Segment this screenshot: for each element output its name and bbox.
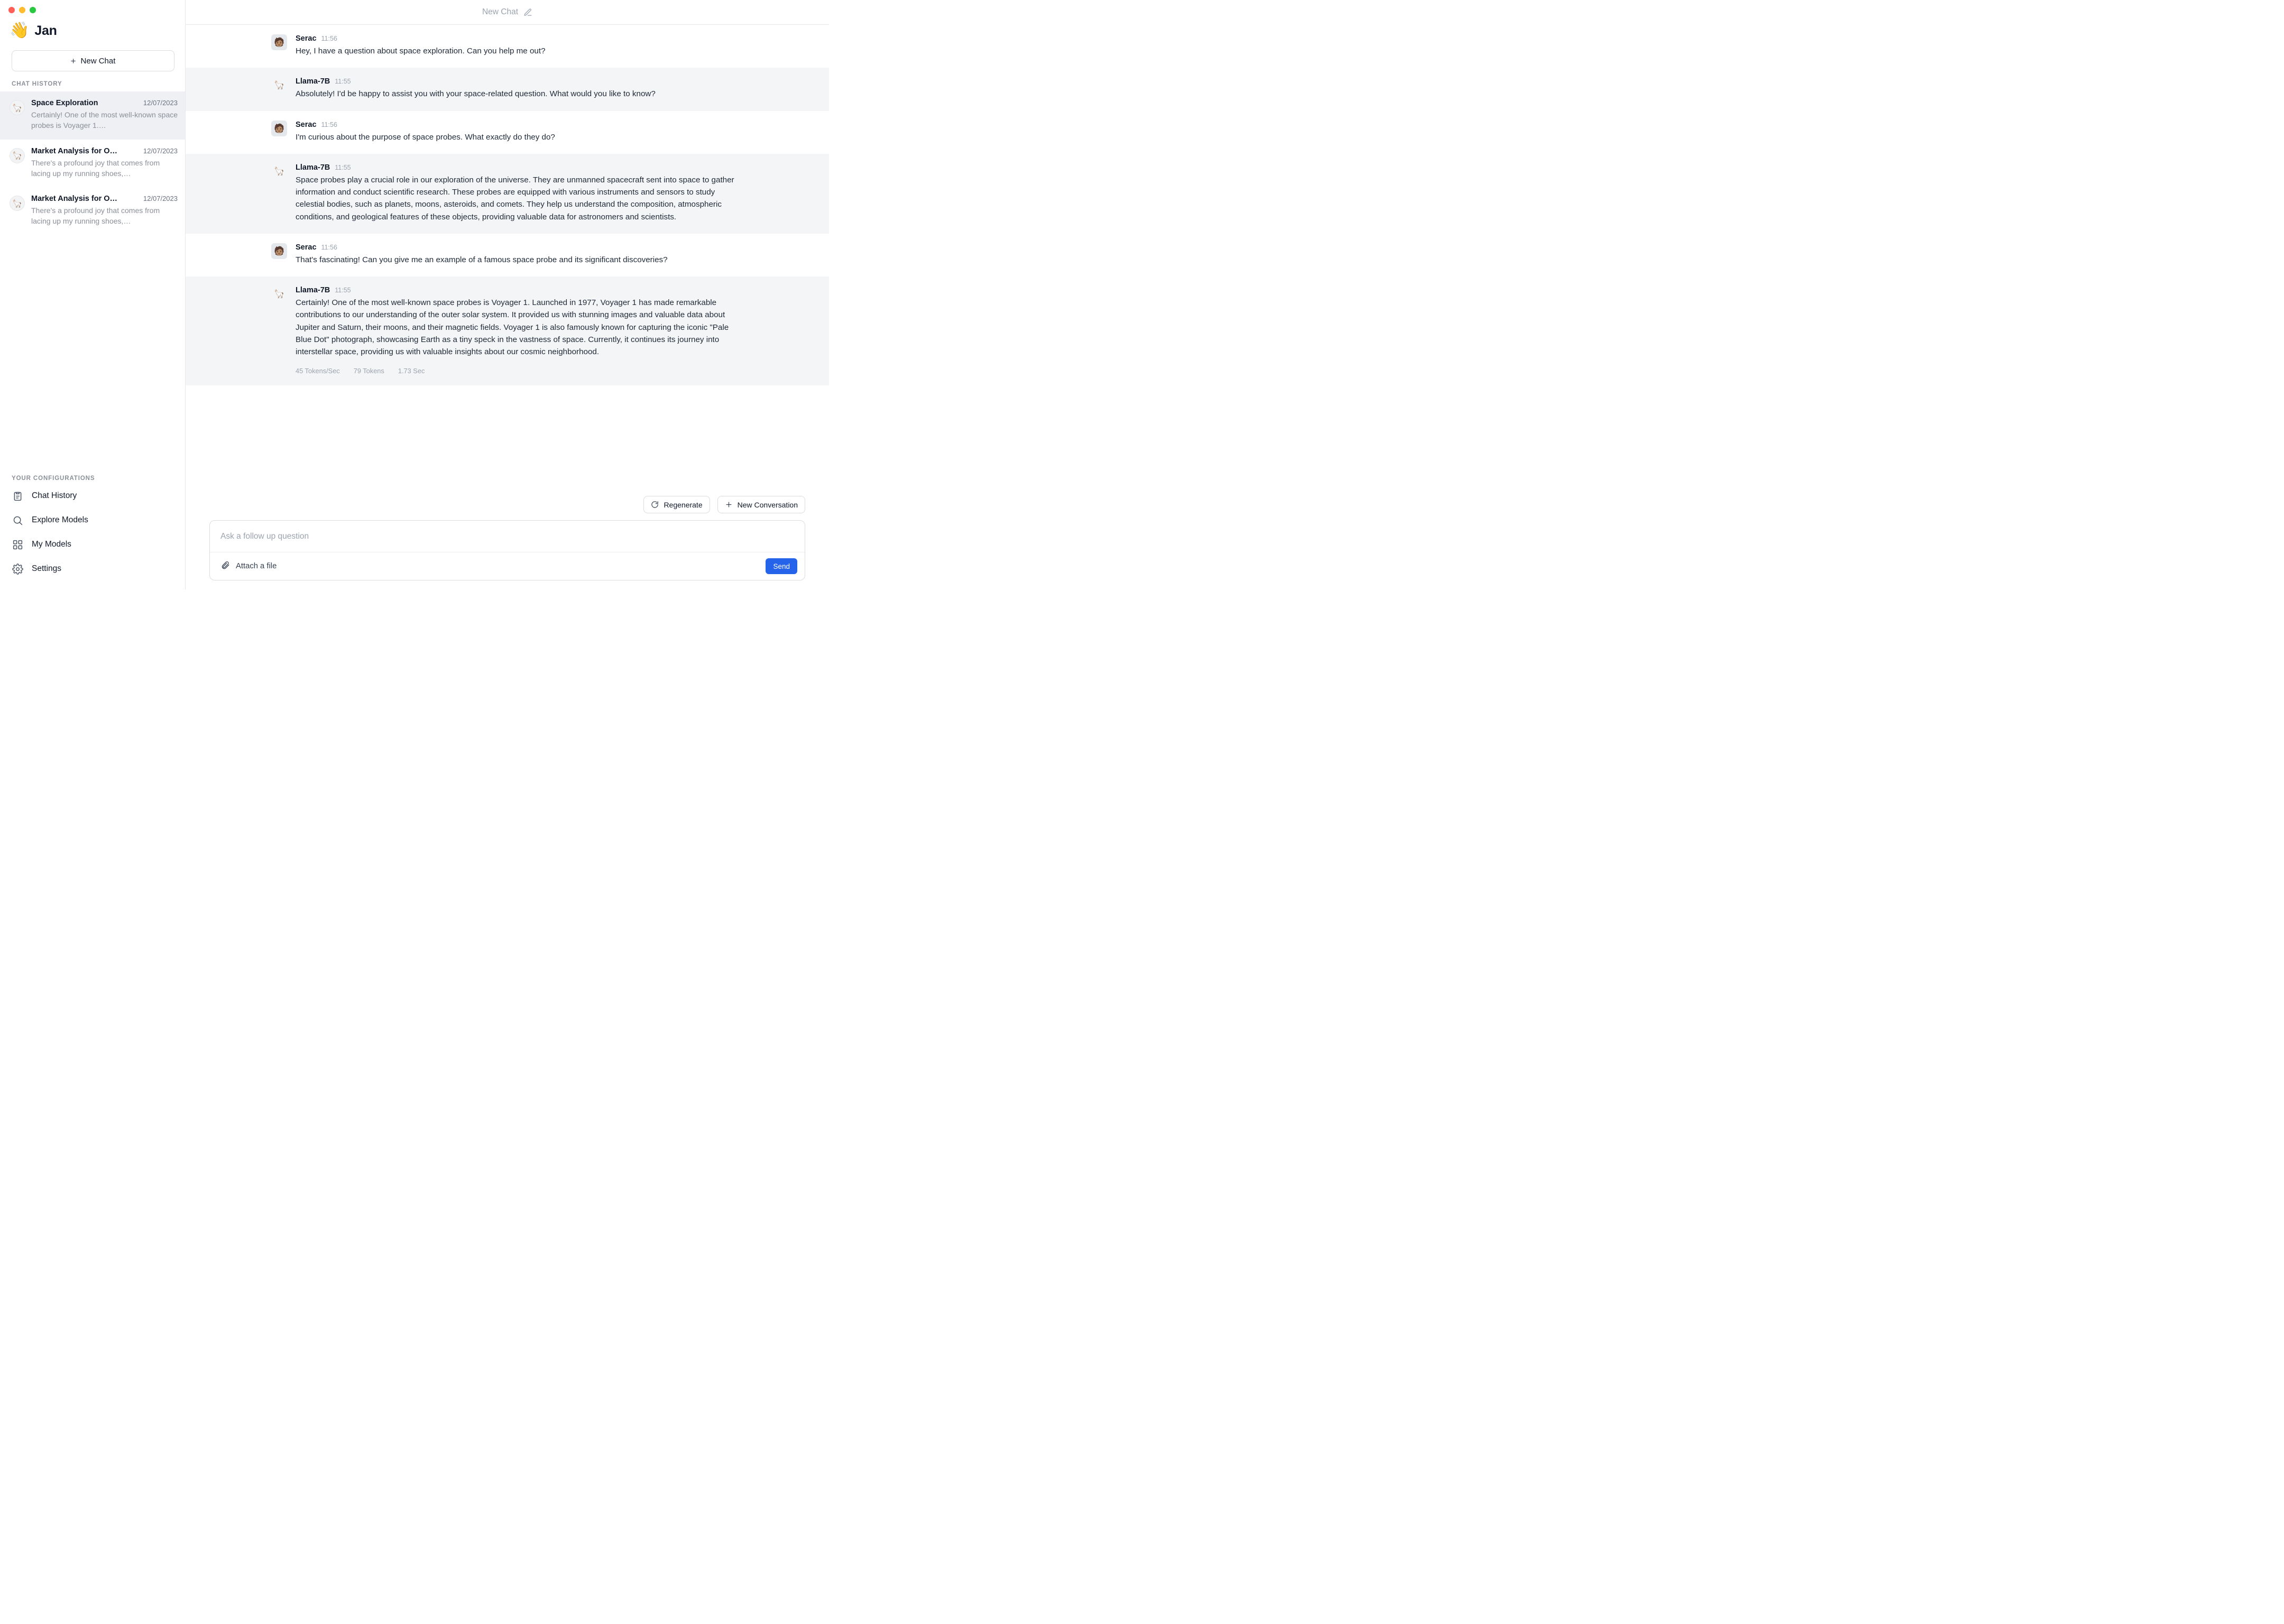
sidebar (0, 0, 186, 589)
sidebar-item-label: Explore Models (32, 515, 88, 524)
attach-file-label: Attach a file (236, 562, 277, 570)
history-item-title: Market Analysis for O… (31, 146, 118, 155)
message-time: 11:55 (335, 78, 351, 86)
plus-icon: + (70, 56, 76, 66)
history-item-body (31, 147, 178, 179)
close-button[interactable] (8, 7, 15, 13)
sidebar-item-label: Settings (32, 564, 62, 573)
chat-history-label: CHAT HISTORY (12, 81, 62, 87)
tokens-per-sec: 45 Tokens/Sec (296, 367, 340, 375)
message-text: Certainly! One of the most well-known space probes is Voyager 1. Launched in 1977, Voyager 1 has made remarkable contributions to our understanding of the outer solar system. It provided us with stunning images and valuable data about Jupiter and Saturn, their moons, and their magnetic fields. Voyager 1 is also famously known for capturing the iconic "Pale Blue Dot" photograph, showcasing Earth as a tiny speck in the vastness of space. Currently, it continues its journey into interstellar space, providing us with valuable insights about our cosmic neighborhood. (296, 298, 729, 356)
app-brand (0, 13, 185, 39)
chat-topbar (186, 0, 829, 25)
avatar: 🦙 (274, 290, 284, 299)
main-panel (186, 0, 829, 589)
avatar: 🦙 (274, 81, 284, 90)
search-icon (12, 514, 23, 526)
message-text: Space probes play a crucial role in our exploration of the universe. They are unmanned spacecraft sent into space to gather information and conduct scientific research. These probes are equipped with various instruments and sensors to study celestial bodies, such as planets, moons, asteroids, and comets. They help us understand the composition, atmospheric conditions, and geological features of these objects, providing valuable data for astronomers and scientists. (296, 175, 734, 222)
message-sender: Serac (296, 34, 317, 43)
clipboard-icon (12, 490, 23, 502)
sidebar-item-label: Chat History (32, 491, 77, 500)
chat-title: New Chat (482, 7, 519, 16)
sidebar-item-my-models[interactable] (0, 532, 185, 557)
history-item-market-analysis-2[interactable] (0, 187, 185, 235)
message-sender: Serac (296, 120, 317, 129)
avatar: 🧑🏽 (271, 34, 287, 50)
window-controls (0, 0, 185, 13)
pencil-icon[interactable] (523, 8, 532, 17)
token-count: 79 Tokens (353, 367, 384, 375)
history-item-date: 12/07/2023 (143, 99, 178, 107)
message-sender: Llama-7B (296, 77, 330, 86)
history-item-title: Space Exploration (31, 99, 98, 107)
regenerate-label: Regenerate (664, 500, 703, 509)
duration: 1.73 Sec (398, 367, 425, 375)
llama-avatar-icon: 🦙 (10, 148, 25, 163)
llama-avatar-icon: 🦙 (10, 196, 25, 211)
sidebar-item-label: My Models (32, 540, 71, 549)
llama-avatar-icon: 🦙 (10, 100, 25, 115)
avatar: 🧑🏽 (271, 243, 287, 259)
message-time: 11:55 (335, 287, 351, 294)
history-item-space-exploration[interactable] (0, 91, 185, 140)
avatar: 🧑🏽 (271, 121, 287, 136)
wave-icon: 👋 (10, 22, 30, 39)
history-item-header (31, 147, 178, 155)
history-item-header (31, 99, 178, 107)
sidebar-item-explore-models[interactable] (0, 508, 185, 532)
attach-file-button[interactable] (220, 560, 277, 572)
sidebar-item-chat-history[interactable] (0, 484, 185, 508)
generation-stats (296, 367, 744, 375)
regenerate-button[interactable] (643, 496, 710, 513)
message-sender: Serac (296, 243, 317, 252)
new-conversation-label: New Conversation (737, 500, 798, 509)
message-text: I'm curious about the purpose of space probes. What exactly do they do? (296, 132, 555, 142)
avatar: 🦙 (274, 167, 284, 176)
message-row (186, 111, 829, 154)
message-row (186, 68, 829, 110)
grid-icon (12, 539, 23, 550)
message-row (186, 276, 829, 385)
message-time: 11:56 (321, 121, 337, 128)
composer-area (186, 496, 829, 589)
history-item-body (31, 99, 178, 131)
history-item-header (31, 195, 178, 203)
new-conversation-button[interactable] (717, 496, 805, 513)
history-item-body (31, 195, 178, 227)
message-text: Hey, I have a question about space exploration. Can you help me out? (296, 47, 546, 56)
message-sender: Llama-7B (296, 286, 330, 294)
configurations-section (0, 466, 185, 589)
minimize-button[interactable] (19, 7, 25, 13)
message-row (186, 234, 829, 276)
chat-input[interactable] (210, 521, 805, 552)
app-window (0, 0, 829, 589)
zoom-button[interactable] (30, 7, 36, 13)
history-item-snippet: Certainly! One of the most well-known space probes is Voyager 1.… (31, 110, 178, 130)
composer-actions (209, 496, 805, 513)
message-row (186, 154, 829, 234)
new-chat-button[interactable] (12, 50, 174, 71)
history-item-snippet: There's a profound joy that comes from lacing up my running shoes,… (31, 158, 160, 178)
history-item-date: 12/07/2023 (143, 195, 178, 203)
history-item-date: 12/07/2023 (143, 146, 178, 155)
plus-icon (725, 501, 733, 509)
refresh-icon (651, 501, 659, 509)
message-time: 11:56 (321, 35, 337, 42)
sidebar-item-settings[interactable] (0, 557, 185, 581)
message-time: 11:55 (335, 163, 351, 171)
new-chat-label: New Chat (80, 56, 116, 66)
history-item-market-analysis-1[interactable] (0, 140, 185, 188)
gear-icon (12, 563, 23, 575)
paperclip-icon (220, 560, 230, 572)
message-text: Absolutely! I'd be happy to assist you with your space-related question. What would you like to know? (296, 89, 656, 99)
send-button[interactable]: Send (766, 558, 797, 574)
app-title: Jan (34, 23, 57, 38)
message-row (186, 25, 829, 68)
composer-footer (210, 552, 805, 580)
configurations-label: YOUR CONFIGURATIONS (12, 475, 95, 482)
message-sender: Llama-7B (296, 163, 330, 172)
message-time: 11:56 (321, 243, 337, 251)
chat-history-list (0, 91, 185, 235)
history-item-snippet: There's a profound joy that comes from lacing up my running shoes,… (31, 206, 160, 226)
composer (209, 520, 805, 580)
message-text: That's fascinating! Can you give me an example of a famous space probe and its significant discoveries? (296, 255, 668, 264)
history-item-title: Market Analysis for O… (31, 195, 118, 204)
